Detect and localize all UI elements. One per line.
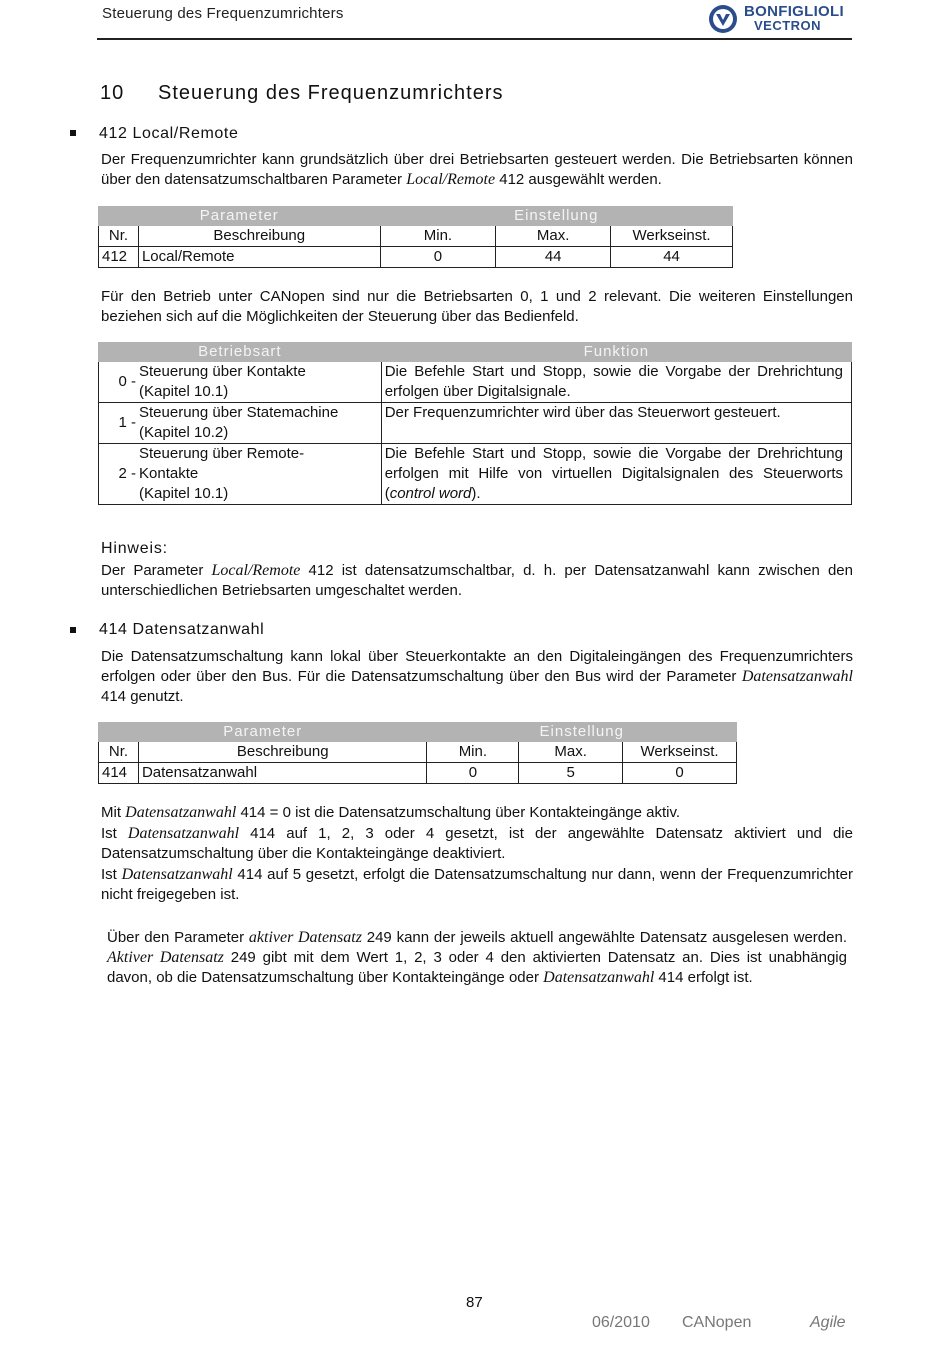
mode-function: Die Befehle Start und Stopp, sowie die Vorgabe der Drehrichtung erfolgen mit Hilfe von virtuellen Digitalsignalen des Steuerworts (control word). [381, 444, 851, 505]
chapter-title: Steuerung des Frequenzumrichters [158, 82, 504, 104]
header-rule [97, 38, 852, 40]
table-group-einstellung: Einstellung [427, 723, 737, 742]
col-min: Min. [427, 742, 519, 763]
mode-chapter-ref: (Kapitel 10.2) [139, 424, 229, 441]
logo-line-sub: VECTRON [754, 18, 822, 33]
canopen-note: Für den Betrieb unter CANopen sind nur die Betriebsarten 0, 1 und 2 relevant. Die weiteren Einstellungen beziehen sich auf die Möglichkeiten der Steuerung über das Bedienfeld. [101, 288, 853, 325]
table-group-einstellung: Einstellung [380, 207, 732, 226]
chapter-heading [100, 82, 504, 105]
col-nr: Nr. [99, 226, 139, 247]
bonfiglioli-vectron-logo [708, 2, 854, 36]
mode-function: Der Frequenzumrichter wird über das Steuerwort gesteuert. [381, 403, 851, 444]
mode-number: 2 - [118, 465, 136, 482]
hinweis-text: Der Parameter Local/Remote 412 ist datensatzumschaltbar, d. h. per Datensatzanwahl kann zwischen den unterschiedlichen Betriebsarten umgeschaltet werden. [101, 562, 853, 599]
cell-min: 0 [380, 247, 496, 268]
col-max: Max. [519, 742, 623, 763]
mode-number: 1 - [118, 414, 136, 431]
col-beschreibung: Beschreibung [138, 742, 426, 763]
param-datensatzanwahl: Datensatzanwahl [741, 668, 853, 685]
cell-beschreibung: Local/Remote [138, 247, 380, 268]
footer-series: Agile [810, 1314, 846, 1331]
control-word-term: control word [389, 485, 472, 502]
paragraph-datensatz-5: Ist Datensatzanwahl 414 auf 5 gesetzt, erfolgt die Datensatzumschaltung nur dann, wenn der Frequenzumrichter nicht freigegeben ist. [101, 866, 853, 903]
col-betriebsart: Betriebsart [99, 343, 382, 362]
section-414-title: 414 Datensatzanwahl [99, 621, 265, 638]
parameter-table-414 [98, 722, 737, 784]
col-min: Min. [380, 226, 496, 247]
cell-beschreibung: Datensatzanwahl [138, 763, 426, 784]
table-row [99, 444, 852, 505]
table-row [99, 403, 852, 444]
col-werkseinst: Werkseinst. [623, 742, 737, 763]
col-max: Max. [496, 226, 611, 247]
logo-emblem-icon [708, 4, 738, 34]
mode-name-cont: Kontakte [139, 465, 199, 482]
mode-function: Die Befehle Start und Stopp, sowie die Vorgabe der Drehrichtung erfolgen über Digitalsignale. [381, 362, 851, 403]
mode-name: Steuerung über Statemachine [139, 404, 339, 421]
operating-modes-table [98, 342, 852, 505]
col-nr: Nr. [99, 742, 139, 763]
table-group-parameter: Parameter [99, 723, 427, 742]
paragraph-datensatz-0: Mit Datensatzanwahl 414 = 0 ist die Datensatzumschaltung über Kontakteingänge aktiv. [101, 804, 681, 821]
parameter-table-412 [98, 206, 733, 268]
table-row [99, 247, 733, 268]
page-number: 87 [466, 1294, 483, 1311]
running-header-title: Steuerung des Frequenzumrichters [102, 5, 344, 22]
cell-min: 0 [427, 763, 519, 784]
mode-chapter-ref: (Kapitel 10.1) [139, 485, 229, 502]
section-414-intro: Die Datensatzumschaltung kann lokal über Steuerkontakte an den Digitaleingängen des Frequenzumrichters erfolgen oder über den Bus. Für die Datensatzumschaltung über den Bus wird der Parameter Datensatzanwahl 414 genutzt. [101, 648, 853, 705]
mode-name: Steuerung über Remote- [139, 445, 305, 462]
bullet-icon [70, 130, 76, 136]
table-row [99, 763, 737, 784]
cell-nr: 412 [99, 247, 139, 268]
col-beschreibung: Beschreibung [138, 226, 380, 247]
mode-number: 0 - [118, 373, 136, 390]
param-local-remote: Local/Remote [406, 171, 496, 188]
hinweis-heading: Hinweis: [101, 540, 168, 557]
mode-name: Steuerung über Kontakte [139, 363, 306, 380]
logo-line-brand: BONFIGLIOLI [744, 3, 844, 20]
mode-chapter-ref: (Kapitel 10.1) [139, 383, 229, 400]
chapter-number: 10 [100, 82, 125, 104]
paragraph-datensatz-1-4: Ist Datensatzanwahl 414 auf 1, 2, 3 oder 4 gesetzt, ist der angewählte Datensatz aktiviert und die Datensatzumschaltung über die Kontakteingänge deaktiviert. [101, 825, 853, 862]
cell-max: 44 [496, 247, 611, 268]
col-werkseinst: Werkseinst. [611, 226, 733, 247]
col-funktion: Funktion [381, 343, 851, 362]
table-row [99, 362, 852, 403]
cell-werkseinst: 44 [611, 247, 733, 268]
section-412-title: 412 Local/Remote [99, 125, 239, 142]
cell-werkseinst: 0 [623, 763, 737, 784]
bullet-icon [70, 627, 76, 633]
paragraph-aktiver-datensatz: Über den Parameter aktiver Datensatz 249 kann der jeweils aktuell angewählte Datensatz ausgelesen werden. Aktiver Datensatz 249 gibt mit dem Wert 1, 2, 3 oder 4 den aktivierten Datensatz an. Dies ist unabhängig davon, ob die Datensatzumschaltung über Kontakteingänge oder Datensatzanwahl 414 erfolgt ist. [107, 929, 847, 986]
section-412-intro: Der Frequenzumrichter kann grundsätzlich über drei Betriebsarten gesteuert werden. Die Betriebsarten können über den datensatzumschaltbaren Parameter Local/Remote 412 ausgewählt werden. [101, 151, 853, 188]
cell-nr: 414 [99, 763, 139, 784]
footer-date: 06/2010 [592, 1314, 650, 1331]
cell-max: 5 [519, 763, 623, 784]
table-group-parameter: Parameter [99, 207, 381, 226]
footer-product: CANopen [682, 1314, 752, 1331]
param-local-remote: Local/Remote [211, 562, 301, 579]
